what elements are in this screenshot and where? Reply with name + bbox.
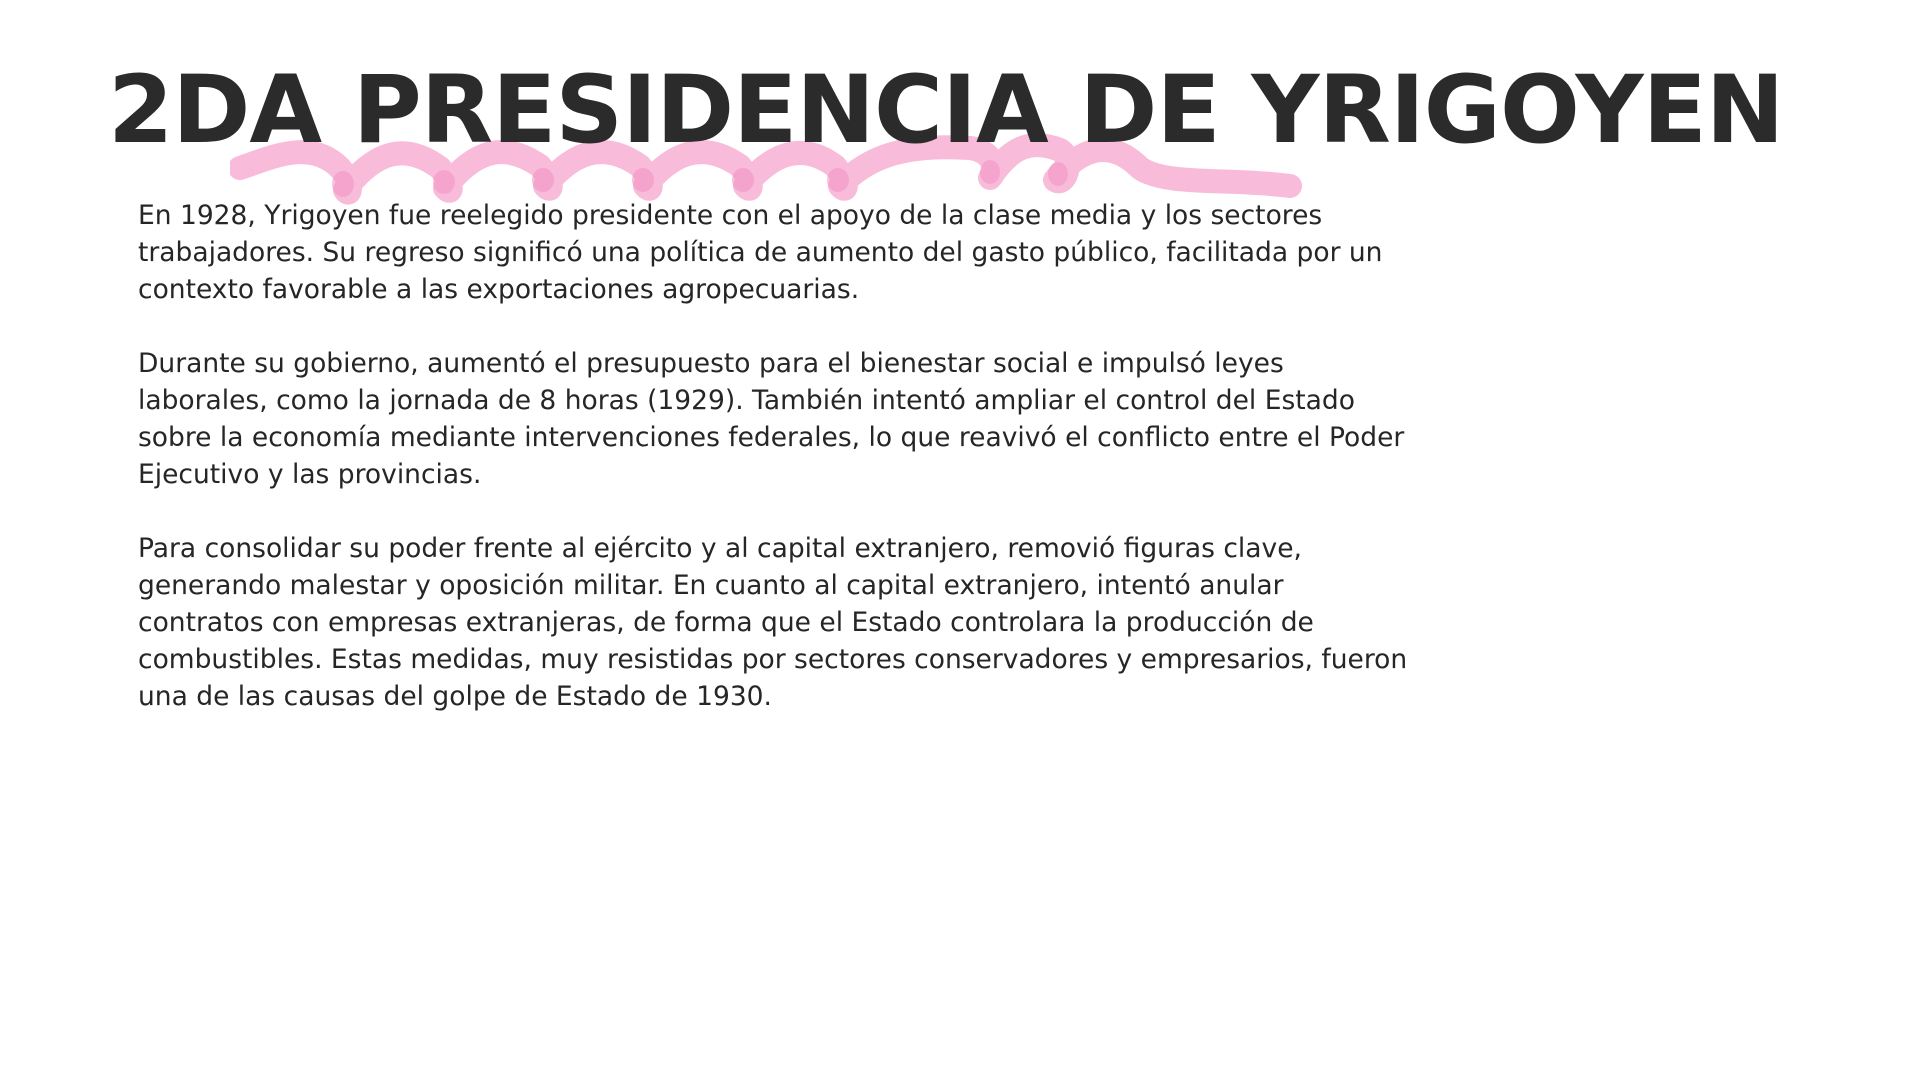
text-line: contratos con empresas extranjeras, de forma que el Estado controlara la producción de <box>138 607 1314 638</box>
text-line: laborales, como la jornada de 8 horas (1929). También intentó ampliar el control del Estado <box>138 385 1355 416</box>
text-line: contexto favorable a las exportaciones agropecuarias. <box>138 274 860 305</box>
body-text <box>138 197 1428 752</box>
text-line: Ejecutivo y las provincias. <box>138 459 482 490</box>
paragraph-1 <box>138 197 1428 308</box>
text-line: En 1928, Yrigoyen fue reelegido presidente con el apoyo de la clase media y los sectores <box>138 200 1323 231</box>
text-line: una de las causas del golpe de Estado de 1930. <box>138 681 772 712</box>
text-line: Para consolidar su poder frente al ejército y al capital extranjero, removió figuras clave, <box>138 533 1302 564</box>
page-title: 2DA PRESIDENCIA DE YRIGOYEN <box>108 56 1784 165</box>
text-line: Durante su gobierno, aumentó el presupuesto para el bienestar social e impulsó leyes <box>138 348 1284 379</box>
text-line: generando malestar y oposición militar. En cuanto al capital extranjero, intentó anular <box>138 570 1284 601</box>
text-line: sobre la economía mediante intervenciones federales, lo que reavivó el conflicto entre el Poder <box>138 422 1405 453</box>
text-line: combustibles. Estas medidas, muy resistidas por sectores conservadores y empresarios, fueron <box>138 644 1408 675</box>
paragraph-3 <box>138 530 1428 715</box>
paragraph-2 <box>138 345 1428 493</box>
text-line: trabajadores. Su regreso significó una política de aumento del gasto público, facilitada por un <box>138 237 1383 268</box>
